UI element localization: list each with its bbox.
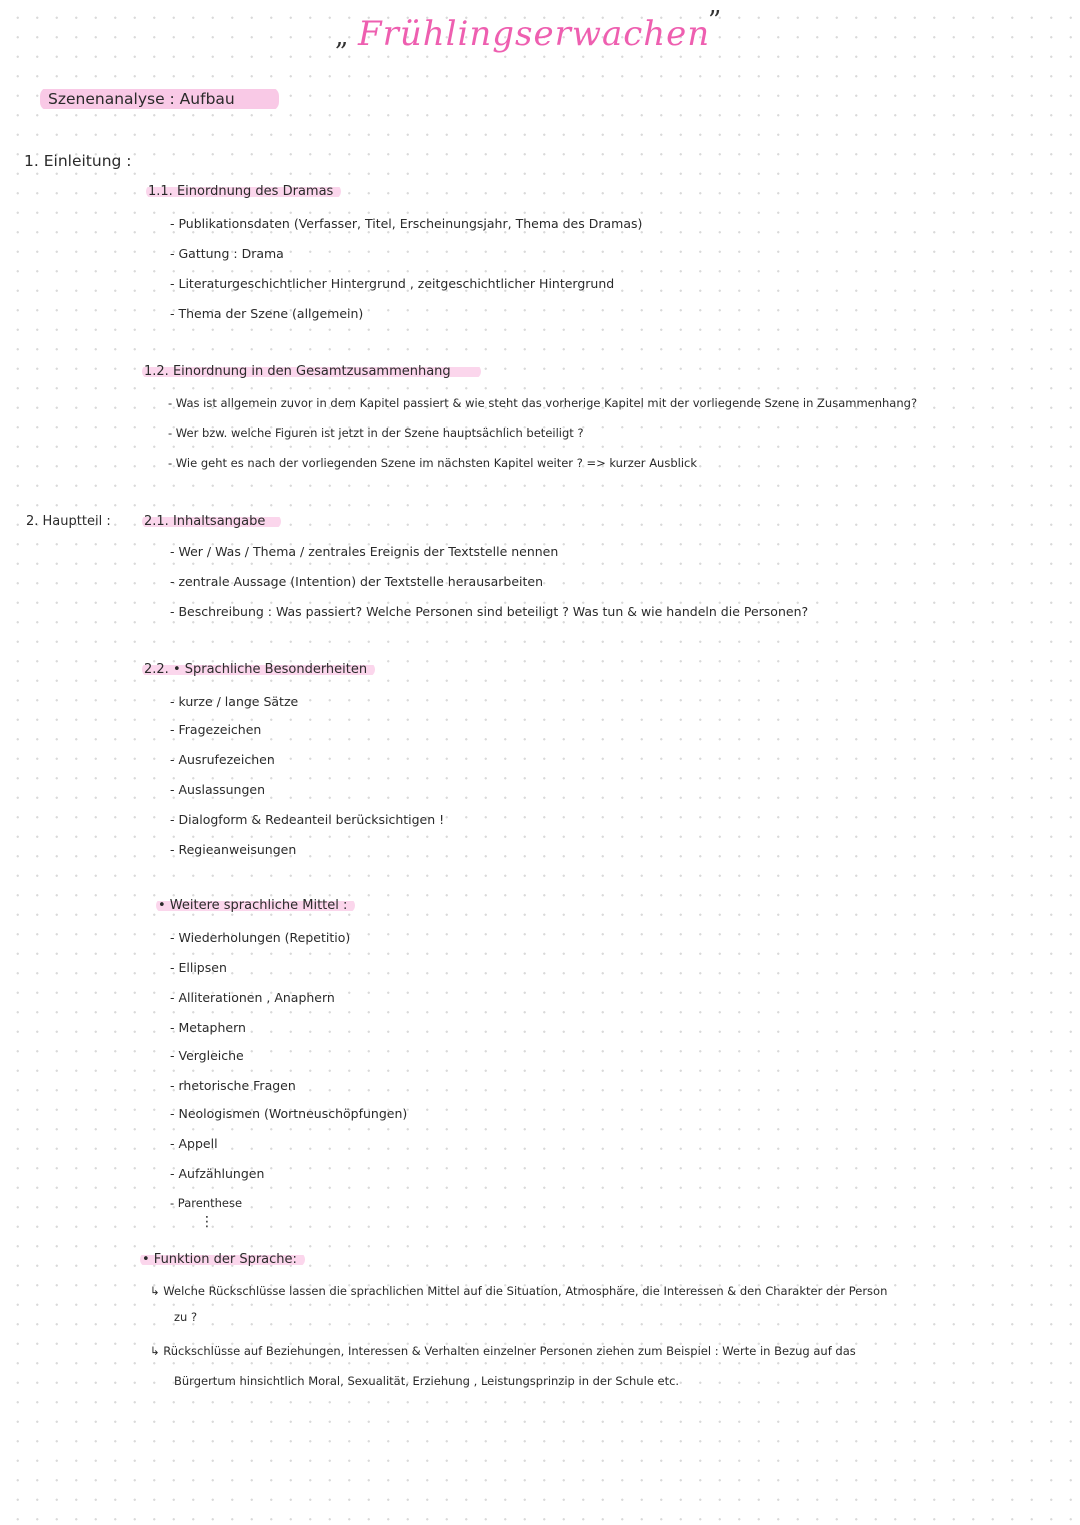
list-item: - Neologismen (Wortneuschöpfungen) [170,1106,408,1121]
sub-heading-2-4 [140,1252,305,1267]
list-item: - Beschreibung : Was passiert? Welche Personen sind beteiligt ? Was tun & wie handeln die Personen? [170,604,809,619]
list-item: - Regieanweisungen [170,842,297,857]
sub-heading-2-1 [142,514,281,529]
list-item: - Gattung : Drama [170,246,284,261]
list-item: - Alliterationen , Anaphern [170,990,335,1005]
title-close-quote: ” [708,6,722,36]
list-item: - Literaturgeschichtlicher Hintergrund , zeitgeschichtlicher Hintergrund [170,276,615,291]
section1-label: 1. Einleitung : [24,152,132,170]
sub-heading-2-4-text: • Funktion der Sprache: [140,1252,305,1267]
list-item: - Publikationsdaten (Verfasser, Titel, Erscheinungsjahr, Thema des Dramas) [170,216,643,231]
page-title: Frühlingserwachen [358,14,711,54]
section2-label: 2. Hauptteil : [26,514,111,529]
list-item: - Ellipsen [170,960,227,975]
heading-text: Szenenanalyse : Aufbau [40,87,279,111]
section-heading [40,90,279,108]
sub-heading-2-1-text: 2.1. Inhaltsangabe [142,514,281,529]
sub-heading-1-2 [142,364,481,379]
list-item: - Parenthese [170,1196,243,1210]
list-item: - Ausrufezeichen [170,752,275,767]
list-item: - Wie geht es nach der vorliegenden Szene im nächsten Kapitel weiter ? => kurzer Ausblick [168,456,698,470]
sub-heading-1-2-text: 1.2. Einordnung in den Gesamtzusammenhang [142,364,481,379]
sub-heading-2-2 [142,662,375,677]
list-item: - Vergleiche [170,1048,244,1063]
list-item: - Was ist allgemein zuvor in dem Kapitel passiert & wie steht das vorherige Kapitel mit der vorliegende Szene in Zusammenhang? [168,396,918,410]
ellipsis-icon: ⋮ [200,1214,214,1230]
function-line: ↳ Welche Rückschlüsse lassen die sprachlichen Mittel auf die Situation, Atmosphäre, die Interessen & den Charakter der Person [150,1284,888,1298]
title-open-quote: „ [335,22,349,52]
list-item: - Wiederholungen (Repetitio) [170,930,351,945]
list-item: - Aufzählungen [170,1166,265,1181]
sub-heading-2-3-text: • Weitere sprachliche Mittel : [156,898,355,913]
sub-heading-2-2-text: 2.2. • Sprachliche Besonderheiten [142,662,375,677]
function-line: ↳ Rückschlüsse auf Beziehungen, Interessen & Verhalten einzelner Personen ziehen zum Beispiel : Werte in Bezug auf das [150,1344,856,1358]
sub-heading-1-1-text: 1.1. Einordnung des Dramas [146,184,341,199]
list-item: - zentrale Aussage (Intention) der Textstelle herausarbeiten [170,574,544,589]
list-item: - kurze / lange Sätze [170,694,299,709]
list-item: - rhetorische Fragen [170,1078,296,1093]
list-item: - Appell [170,1136,218,1151]
sub-heading-2-3 [156,898,355,913]
list-item: - Auslassungen [170,782,266,797]
function-line: Bürgertum hinsichtlich Moral, Sexualität, Erziehung , Leistungsprinzip in der Schule etc. [174,1374,680,1388]
list-item: - Wer / Was / Thema / zentrales Ereignis der Textstelle nennen [170,544,559,559]
list-item: - Fragezeichen [170,722,262,737]
list-item: - Thema der Szene (allgemein) [170,306,364,321]
list-item: - Metaphern [170,1020,246,1035]
sub-heading-1-1 [146,184,341,199]
list-item: - Dialogform & Redeanteil berücksichtigen ! [170,812,445,827]
list-item: - Wer bzw. welche Figuren ist jetzt in der Szene hauptsächlich beteiligt ? [168,426,584,440]
function-line: zu ? [174,1310,198,1324]
